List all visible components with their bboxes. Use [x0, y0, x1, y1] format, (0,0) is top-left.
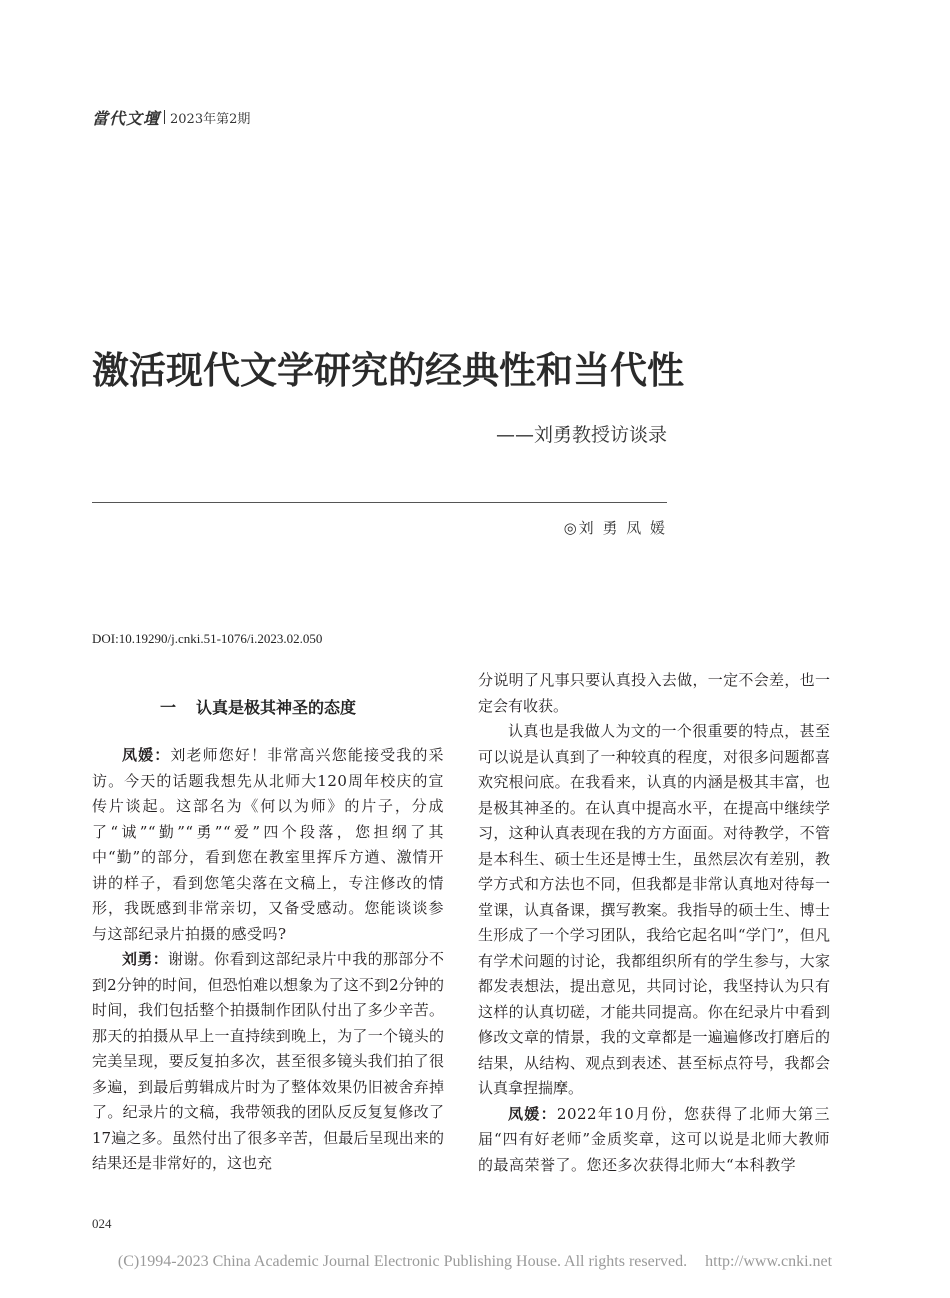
paragraph [478, 719, 830, 1102]
section-heading [92, 693, 444, 723]
paragraph-text: 认真也是我做人为文的一个很重要的特点，甚至可以说是认真到了一种较真的程度，对很多问题都喜欢究根问底。在我看来，认真的内涵是极其丰富，也是极其神圣的。在认真中提高水平，在提高中继续学习，这种认真表现在我的方方面面。对待教学，不管是本科生、硕士生还是博士生，虽然层次有差别，教学方式和方法也不同，但我都是非常认真地对待每一堂课，认真备课，撰写教案。我指导的硕士生、博士生形成了一个学习团队，我给它起名叫“学门”，但凡有学术问题的讨论，我都组织所有的学生参与，大家都发表想法，提出意见，共同讨论，我坚持认为只有这样的认真切磋，才能共同提高。你在纪录片中看到修改文章的情景，我的文章都是一遍遍修改打磨后的结果，从结构、观点到表述、甚至标点符号，我都会认真拿捏揣摩。 [478, 722, 830, 1097]
section-title: 认真是极其神圣的态度 [196, 698, 357, 717]
speaker-label: 凤媛： [122, 746, 171, 764]
left-column [92, 693, 444, 1177]
article-doi: DOI:10.19290/j.cnki.51-1076/i.2023.02.050 [92, 631, 323, 646]
footer-link[interactable]: http://www.cnki.net [705, 1253, 833, 1270]
speaker-label: 刘勇： [122, 950, 169, 968]
paragraph-text: 谢谢。你看到这部纪录片中我的那部分不到2分钟的时间，但恐怕难以想象为了这不到2分钟的时间，我们包括整个拍摄制作团队付出了多少辛苦。那天的拍摄从早上一直持续到晚上，为了一个镜头的完美呈现，要反复拍多次，甚至很多镜头我们拍了很多遍，到最后剪辑成片时为了整体效果仍旧被舍弃掉了。纪录片的文稿，我带领我的团队反反复复修改了17遍之多。虽然付出了很多辛苦，但最后呈现出来的结果还是非常好的，这也充 [92, 950, 444, 1172]
paragraph-text: 2022年10月份，您获得了北师大第三届“四有好老师”金质奖章，这可以说是北师大教师的最高荣誉了。您还多次获得北师大“本科教学 [478, 1104, 830, 1174]
article-authors: ◎刘 勇 凤 媛 [563, 519, 667, 537]
article-title: 激活现代文学研究的经典性和当代性 [92, 348, 684, 392]
copyright-text: (C)1994-2023 China Academic Journal Electronic Publishing House. All rights reserved. [117, 1253, 688, 1270]
header-divider [164, 110, 165, 124]
paragraph [92, 947, 444, 1177]
title-rule [92, 502, 667, 503]
paragraph-text: 分说明了凡事只要认真投入去做，一定不会差，也一定会有收获。 [478, 671, 830, 715]
section-number: 一 [160, 698, 177, 717]
copyright-footer [0, 1253, 950, 1271]
issue-label: 2023年第2期 [170, 111, 251, 127]
speaker-label: 凤媛： [508, 1104, 557, 1123]
paragraph-text: 刘老师您好！非常高兴您能接受我的采访。今天的话题我想先从北师大120周年校庆的宣传片谈起。这部名为《何以为师》的片子，分成了“诚”“勤”“勇”“爱”四个段落，您担纲了其中“勤”的部分，看到您在教室里挥斥方遒、激情开讲的样子，看到您笔尖落在文稿上，专注修改的情形，我既感到非常亲切，又备受感动。您能谈谈参与这部纪录片拍摄的感受吗? [92, 746, 444, 943]
journal-header [92, 106, 250, 128]
page-number: 024 [92, 1216, 112, 1231]
paragraph [92, 743, 444, 947]
paragraph [478, 1102, 830, 1179]
journal-logo: 當代文壇 [92, 108, 161, 128]
paragraph [478, 668, 830, 719]
article-subtitle: ——刘勇教授访谈录 [495, 424, 667, 446]
right-column [478, 668, 830, 1178]
